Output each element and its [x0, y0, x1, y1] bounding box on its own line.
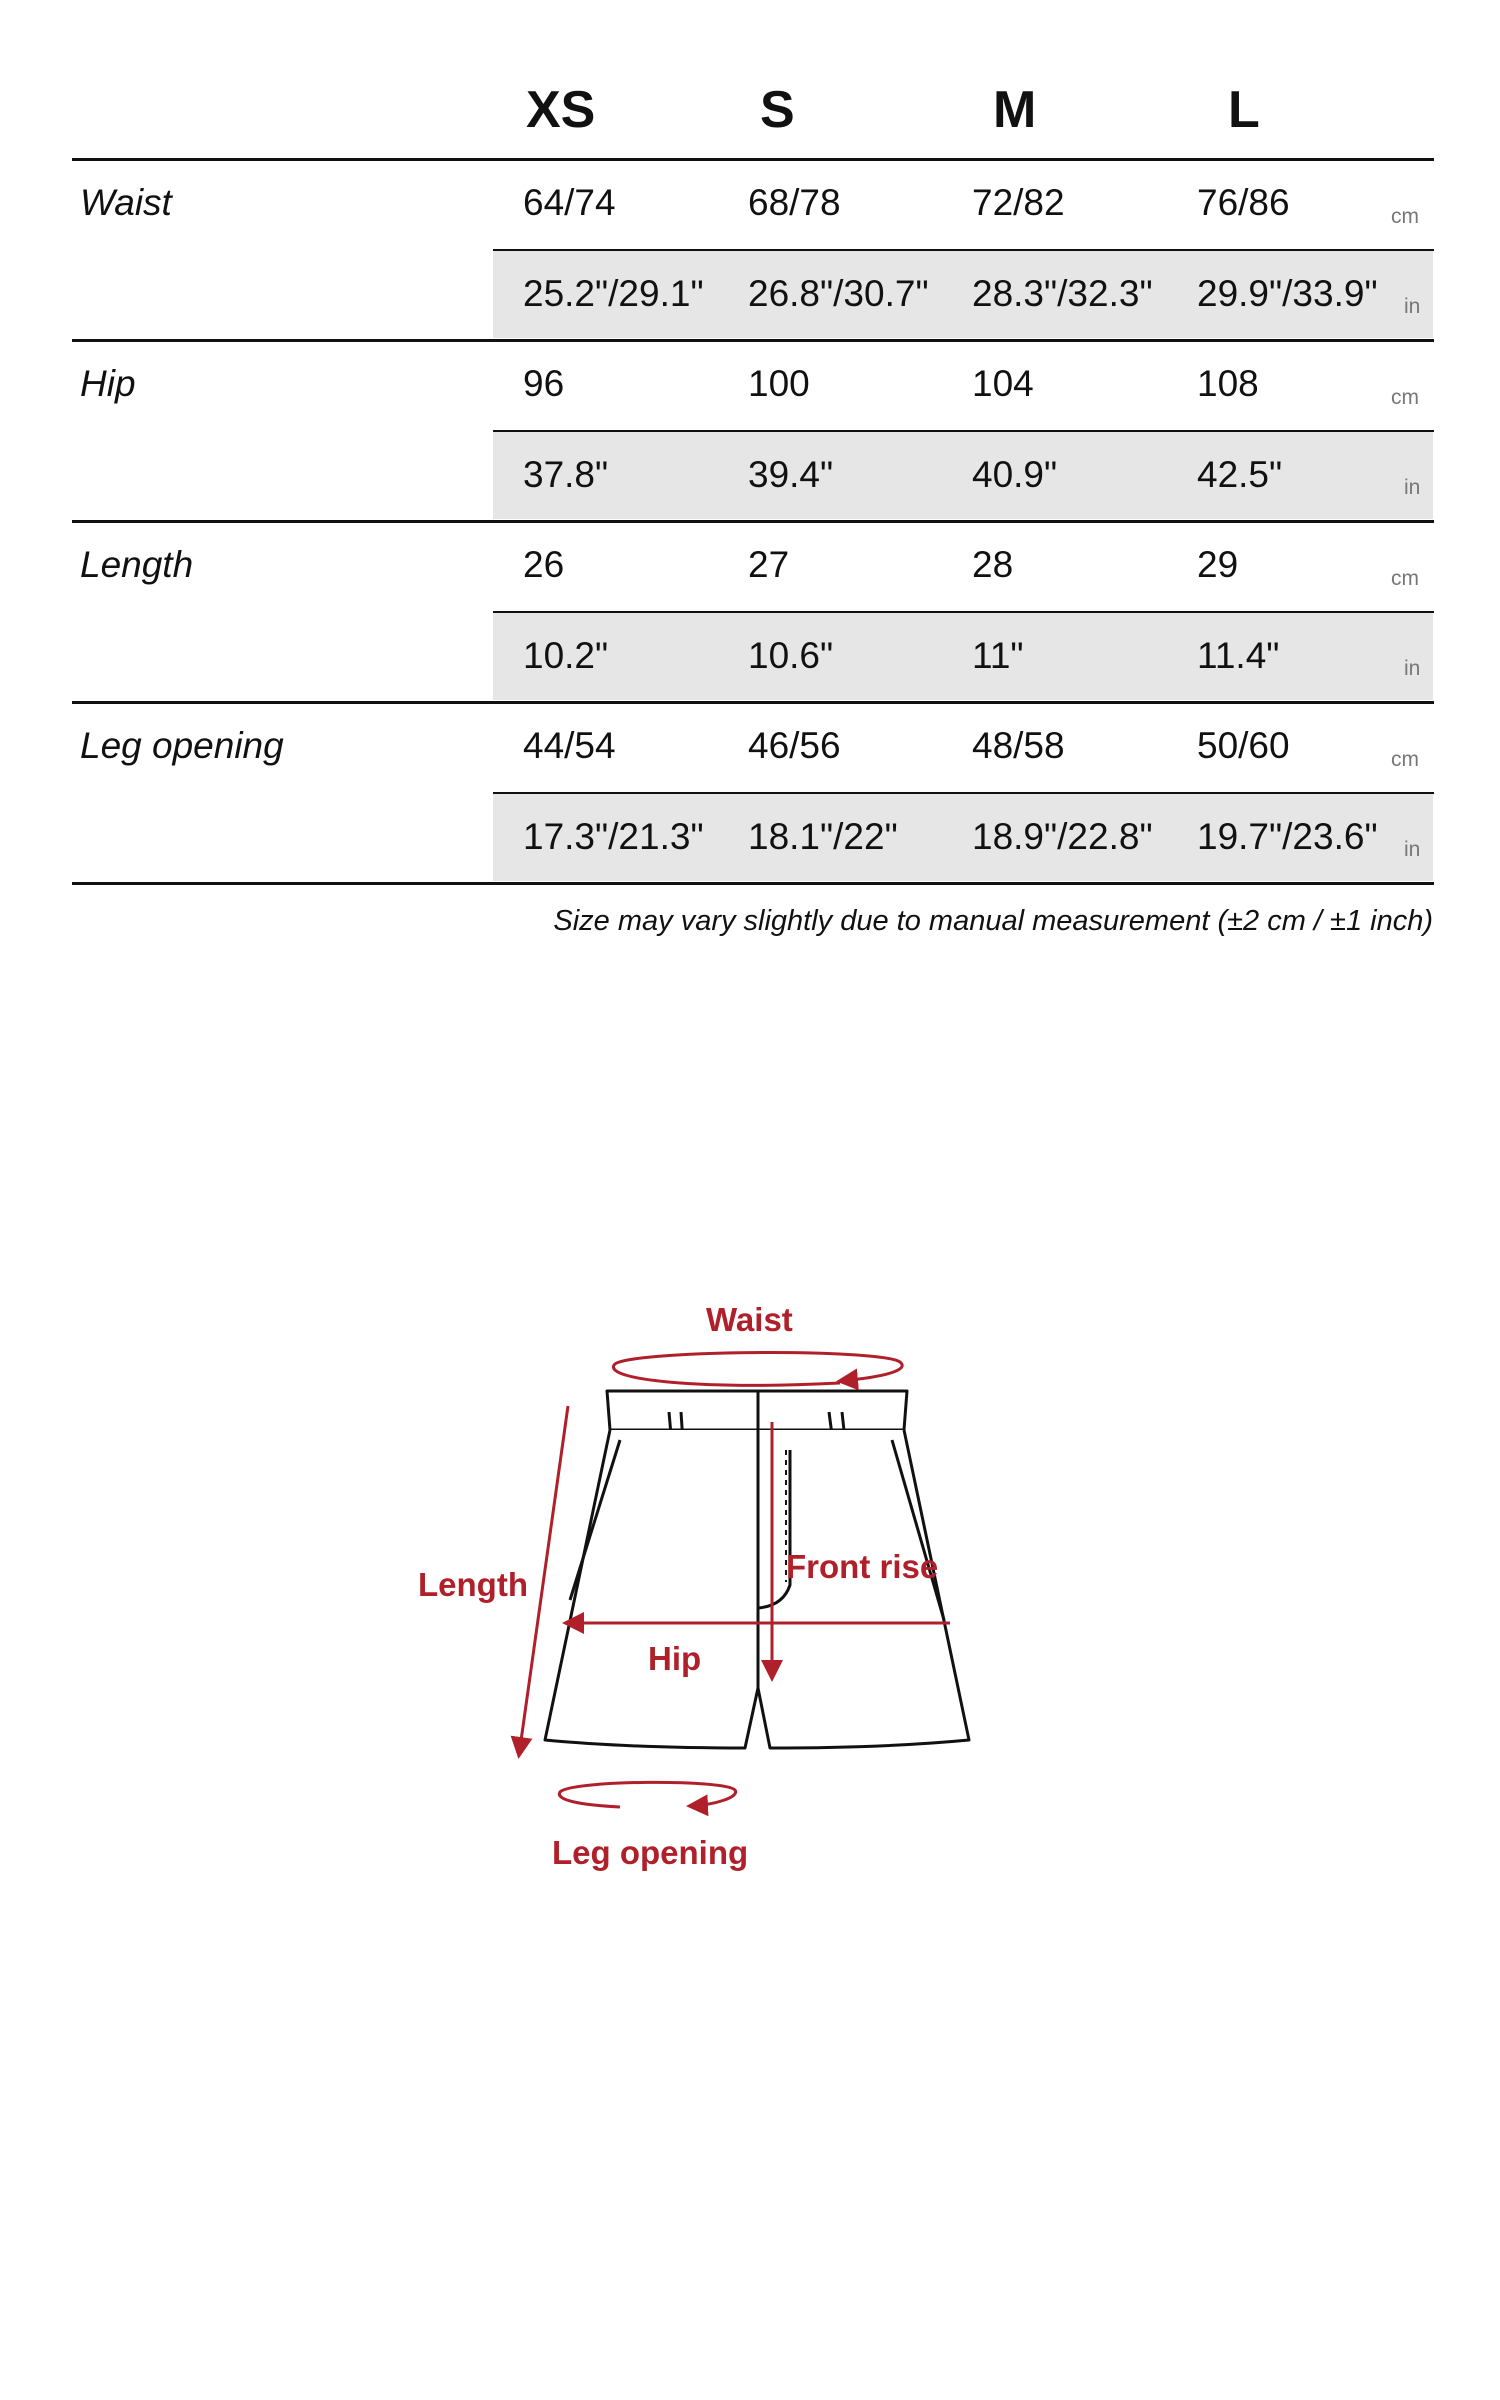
cell-leg-cm-m: 48/58 — [972, 725, 1065, 766]
row-label-waist: Waist — [80, 182, 172, 223]
unit-cm-length: cm — [1391, 567, 1419, 590]
cell-leg-in-l: 19.7"/23.6" — [1197, 816, 1378, 857]
cell-waist-cm-m: 72/82 — [972, 182, 1065, 223]
size-header-xs: XS — [526, 81, 596, 139]
unit-in-waist: in — [1404, 295, 1421, 318]
cell-waist-in-xs: 25.2"/29.1" — [523, 273, 704, 314]
cell-waist-in-m: 28.3"/32.3" — [972, 273, 1153, 314]
cell-length-cm-xs: 26 — [523, 544, 565, 585]
table-rule-2 — [72, 520, 1434, 523]
unit-cm-waist: cm — [1391, 205, 1419, 228]
cell-length-in-l: 11.4" — [1197, 635, 1280, 676]
cell-leg-cm-xs: 44/54 — [523, 725, 616, 766]
table-rule-bottom — [72, 882, 1434, 885]
cell-waist-cm-s: 68/78 — [748, 182, 841, 223]
table-subrule-leg — [493, 792, 1434, 794]
cell-hip-cm-s: 100 — [748, 363, 810, 404]
row-shade-hip-in — [493, 431, 1433, 519]
table-rule-1 — [72, 339, 1434, 342]
cell-length-cm-s: 27 — [748, 544, 790, 585]
row-label-leg-opening: Leg opening — [80, 725, 284, 766]
measurement-footnote: Size may vary slightly due to manual measurement (±2 cm / ±1 inch) — [553, 905, 1433, 937]
unit-in-leg: in — [1404, 838, 1421, 861]
leg-opening-label: Leg opening — [552, 1834, 749, 1871]
hip-label: Hip — [648, 1640, 702, 1677]
unit-in-hip: in — [1404, 476, 1421, 499]
cell-leg-in-m: 18.9"/22.8" — [972, 816, 1153, 857]
unit-in-length: in — [1404, 657, 1421, 680]
unit-cm-leg: cm — [1391, 748, 1419, 771]
cell-length-cm-l: 29 — [1197, 544, 1239, 585]
table-rule-3 — [72, 701, 1434, 704]
cell-hip-cm-m: 104 — [972, 363, 1034, 404]
cell-hip-in-m: 40.9" — [972, 454, 1058, 495]
table-subrule-length — [493, 611, 1434, 613]
cell-hip-in-s: 39.4" — [748, 454, 834, 495]
cell-hip-cm-l: 108 — [1197, 363, 1259, 404]
cell-length-in-s: 10.6" — [748, 635, 834, 676]
cell-length-in-xs: 10.2" — [523, 635, 609, 676]
cell-waist-in-s: 26.8"/30.7" — [748, 273, 929, 314]
table-rule-top — [72, 158, 1434, 161]
unit-cm-hip: cm — [1391, 386, 1419, 409]
cell-length-in-m: 11" — [972, 635, 1024, 676]
shorts-measurement-diagram — [0, 1250, 1500, 1900]
leg-opening-arrow — [559, 1782, 735, 1807]
size-header-l: L — [1228, 81, 1260, 139]
row-shade-length-in — [493, 612, 1433, 700]
cell-leg-cm-l: 50/60 — [1197, 725, 1290, 766]
cell-waist-cm-xs: 64/74 — [523, 182, 616, 223]
cell-leg-in-s: 18.1"/22" — [748, 816, 898, 857]
front-rise-label: Front rise — [786, 1548, 939, 1585]
size-header-m: M — [993, 81, 1037, 139]
cell-hip-in-xs: 37.8" — [523, 454, 609, 495]
size-header-s: S — [760, 81, 795, 139]
waist-label: Waist — [706, 1301, 793, 1338]
waist-arrow — [613, 1353, 902, 1386]
cell-hip-in-l: 42.5" — [1197, 454, 1283, 495]
row-label-length: Length — [80, 544, 194, 585]
cell-waist-in-l: 29.9"/33.9" — [1197, 273, 1378, 314]
table-subrule-waist — [493, 249, 1434, 251]
cell-length-cm-m: 28 — [972, 544, 1014, 585]
length-label: Length — [418, 1566, 528, 1603]
cell-leg-in-xs: 17.3"/21.3" — [523, 816, 704, 857]
row-label-hip: Hip — [80, 363, 136, 404]
cell-leg-cm-s: 46/56 — [748, 725, 841, 766]
cell-waist-cm-l: 76/86 — [1197, 182, 1290, 223]
cell-hip-cm-xs: 96 — [523, 363, 565, 404]
table-subrule-hip — [493, 430, 1434, 432]
